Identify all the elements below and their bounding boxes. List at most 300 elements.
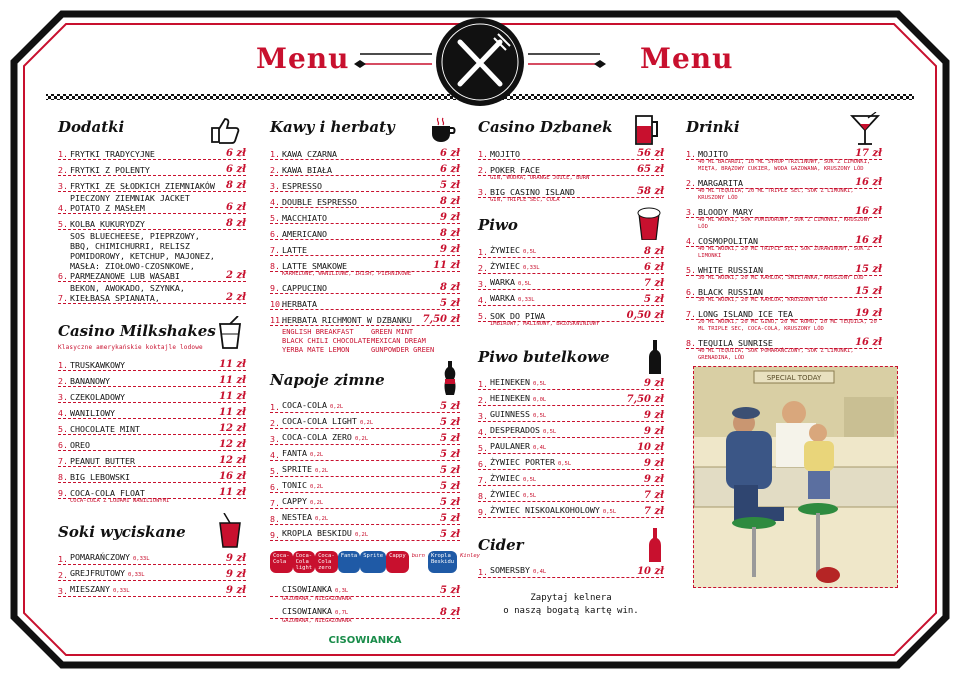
item-price: 11 zł: [219, 375, 246, 386]
item-number: 3.: [58, 392, 68, 402]
item-name-text: ŻYWIEC: [490, 473, 520, 483]
section-title: Drinki: [686, 118, 740, 136]
item-name-text: LATTE SMAKOWE: [282, 261, 347, 271]
menu-item: [270, 224, 460, 240]
section-title: Cider: [478, 536, 524, 554]
item-volume: 0,2L: [309, 500, 324, 506]
item-volume: 0,2L: [359, 420, 374, 426]
menu-item: [270, 160, 460, 176]
menu-item: [478, 274, 664, 290]
item-name-text: WARKA: [490, 277, 515, 287]
item-number: 3.: [58, 586, 68, 596]
tea-flavour: YERBA MATE LEMON: [282, 346, 350, 354]
item-number: 7.: [686, 309, 696, 319]
item-name-text: AMERICANO: [282, 229, 327, 239]
item-name: [70, 488, 215, 498]
item-number: 4.: [686, 236, 696, 246]
item-price: 8 zł: [226, 180, 246, 191]
item-description: GAZOWANA, NIEGAZOWANA: [282, 618, 352, 624]
item-name-text: ŻYWIEC PORTER: [490, 457, 555, 467]
menu-item: [270, 144, 460, 160]
item-name: [698, 149, 851, 159]
item-price: 5 zł: [440, 513, 460, 524]
item-name-text: FRYTKI Z POLENTY: [70, 165, 150, 175]
item-name: [490, 393, 623, 405]
item-name-text: COSMOPOLITAN: [698, 236, 758, 246]
cider-bottle-icon: [648, 528, 662, 562]
item-price: 5 zł: [440, 180, 460, 191]
item-name: [698, 178, 851, 188]
menu-item: [270, 310, 460, 326]
item-number: 1.: [270, 149, 280, 159]
item-price: 5 zł: [440, 585, 460, 596]
item-name-text: BLOODY MARY: [698, 207, 753, 217]
item-name: [282, 528, 436, 540]
item-price: 9 zł: [644, 426, 664, 437]
item-number: 1.: [58, 554, 68, 564]
fork-knife-crossed-icon: [434, 16, 526, 108]
item-name-text: OREO: [70, 440, 90, 450]
menu-item: [270, 294, 460, 310]
item-number: 9.: [478, 507, 488, 517]
item-name-text: HEINEKEN: [490, 377, 530, 387]
item-name-text: CZEKOLADOWY: [70, 392, 125, 402]
item-name-text: CISOWIANKA: [282, 606, 332, 616]
item-price: 11 zł: [219, 359, 246, 370]
item-price: 12 zł: [219, 439, 246, 450]
menu-item: [270, 256, 460, 272]
item-price: 8 zł: [226, 218, 246, 229]
piwo-list: [478, 242, 664, 328]
item-number: 4.: [270, 197, 280, 207]
item-number: 2.: [686, 178, 696, 188]
item-name: [282, 480, 436, 492]
item-name-text: MOJITO: [698, 149, 728, 159]
item-number: 3.: [686, 207, 696, 217]
item-description: 40 ML WÓDKI, 20 ML TRIPLE SEC, SOK ŻURAWINOWY, SOK Z LIMONKI: [698, 246, 871, 259]
item-name: [490, 565, 633, 577]
item-name: [698, 309, 851, 319]
menu-item: [58, 467, 246, 483]
item-price: 9 zł: [644, 474, 664, 485]
item-name: [70, 456, 215, 466]
item-price: 5 zł: [440, 449, 460, 460]
item-price: 11 zł: [219, 407, 246, 418]
item-price: 8 zł: [440, 607, 460, 618]
item-price: 6 zł: [440, 164, 460, 175]
item-description: 20 ML WÓDKI, 20 ML GINU, 20 ML RUMU, 20 ML TEQUILA, 20 ML TRIPLE SEC, COCA-COLA, KRUSZONY LÓD: [698, 319, 877, 332]
item-name-text: SOS BLUECHEESE, PIEPRZOWY, BBQ, CHIMICHURRI, RELISZ POMIDOROWY, KETCHUP, MAJONEZ,: [70, 231, 215, 261]
item-name-text: DOUBLE ESPRESSO: [282, 197, 357, 207]
item-number: 2.: [478, 395, 488, 405]
item-name-text: CAPPY: [282, 496, 307, 506]
menu-item: [478, 242, 664, 258]
item-number: 9.: [58, 488, 68, 498]
item-price: 6 zł: [226, 164, 246, 175]
item-name-text: LATTE: [282, 245, 307, 255]
item-number: 7.: [58, 456, 68, 466]
tea-flavour: GUNPOWDER GREEN: [371, 346, 435, 354]
item-name: [282, 149, 436, 159]
item-volume: 0,2L: [314, 468, 329, 474]
item-number: 1.: [686, 149, 696, 159]
item-volume: 0,5L: [522, 493, 537, 499]
item-number: 6.: [270, 482, 280, 492]
item-price: 16 zł: [855, 206, 882, 217]
item-number: 5.: [58, 219, 68, 229]
item-name-text: FANTA: [282, 448, 307, 458]
item-price: 5 zł: [440, 465, 460, 476]
item-price: 9 zł: [440, 212, 460, 223]
item-name: [490, 473, 640, 485]
item-description: GIN, TRIPLE SEC, COLA: [490, 197, 560, 203]
item-name: [698, 338, 851, 348]
beer-bottle-icon: [648, 340, 662, 374]
item-price: 5 zł: [440, 417, 460, 428]
menu-item: [270, 581, 460, 597]
napoje-list: [270, 397, 460, 541]
menu-item: [478, 438, 664, 454]
item-price: 5 zł: [644, 294, 664, 305]
menu-item: [58, 387, 246, 403]
item-number: 6.: [686, 287, 696, 297]
item-price: 15 zł: [855, 286, 882, 297]
item-name-text: CAPPUCINO: [282, 283, 327, 293]
item-number: 1.: [478, 379, 488, 389]
item-description: 30 ML WÓDKI, 20 ML KAHLUA, KRUSZONY LÓD: [698, 297, 828, 303]
item-name: [70, 193, 222, 213]
item-number: 1.: [478, 567, 488, 577]
menu-item: [270, 278, 460, 294]
menu-item: [58, 176, 246, 192]
menu-item: [478, 290, 664, 306]
item-volume: 0,5L: [557, 461, 572, 467]
item-name-text: COCA-COLA FLOAT: [70, 488, 145, 498]
item-number: 6.: [478, 459, 488, 469]
item-price: 8 zł: [440, 196, 460, 207]
column-drinki: [686, 116, 882, 362]
menu-item: [478, 160, 664, 176]
brand-logo: Sprite: [360, 551, 386, 573]
item-name: [490, 245, 640, 257]
item-price: 8 zł: [440, 228, 460, 239]
item-name: [70, 472, 215, 482]
item-volume: 0,33L: [517, 297, 535, 303]
section-cider: [478, 534, 664, 618]
item-number: 2.: [478, 263, 488, 273]
item-name: [282, 432, 436, 444]
item-volume: 0,33L: [522, 265, 540, 271]
menu-item: [270, 240, 460, 256]
item-name-text: PIECZONY ZIEMNIAK JACKET POTATO Z MASŁEM: [70, 193, 190, 213]
item-name: [282, 448, 436, 460]
item-name: [70, 568, 222, 580]
item-number: 2.: [58, 570, 68, 580]
item-price: 6 zł: [226, 148, 246, 159]
menu-item: [270, 176, 460, 192]
item-number: 3.: [478, 279, 488, 289]
item-volume: 0,2L: [309, 452, 324, 458]
item-volume: 0,2L: [329, 404, 344, 410]
coffee-cup-icon: [428, 116, 458, 144]
beer-glass-icon: [636, 206, 662, 240]
item-name: [490, 187, 633, 197]
coke-bottle-icon: [442, 361, 458, 395]
menu-item: [478, 502, 664, 518]
item-volume: 0,5L: [532, 381, 547, 387]
item-number: 3.: [478, 411, 488, 421]
menu-item: [270, 603, 460, 619]
item-name-text: BANANOWY: [70, 376, 110, 386]
item-price: 16 zł: [855, 177, 882, 188]
item-price: 56 zł: [637, 148, 664, 159]
item-number: 8.: [270, 261, 280, 271]
menu-item: [686, 144, 882, 160]
column-dzbanek: [478, 116, 664, 618]
item-number: 7.: [58, 293, 68, 303]
menu-item: [58, 435, 246, 451]
item-number: 8.: [58, 472, 68, 482]
menu-title-left: Menu: [256, 42, 350, 75]
item-name-text: ŻYWIEC: [490, 261, 520, 271]
item-description: GAZOWANA, NIEGAZOWANA: [282, 596, 352, 602]
item-name: [70, 231, 222, 281]
item-name-text: FRYTKI TRADYCYJNE: [70, 149, 155, 159]
menu-item: [270, 192, 460, 208]
item-price: 9 zł: [226, 553, 246, 564]
item-number: 1.: [270, 402, 280, 412]
menu-item: [686, 333, 882, 349]
item-name: [490, 377, 640, 389]
item-name: [698, 236, 851, 246]
item-volume: 0,2L: [309, 484, 324, 490]
brand-logo: Coca-Cola zero: [315, 551, 338, 573]
item-price: 15 zł: [855, 264, 882, 275]
item-number: 1.: [478, 149, 488, 159]
item-name: [282, 261, 429, 271]
item-name: [282, 245, 436, 255]
menu-item: [478, 374, 664, 390]
menu-item: [270, 208, 460, 224]
item-price: 5 zł: [440, 298, 460, 309]
item-description: 40 ML WÓDKI, SOK POMIDOROWY, SOK Z LIMONKI, KRUSZONY LÓD: [698, 217, 871, 230]
item-number: 8.: [686, 338, 696, 348]
item-name: [70, 181, 222, 191]
item-name: [70, 219, 222, 229]
column-dodatki: [58, 116, 246, 597]
item-name-text: TRUSKAWKOWY: [70, 360, 125, 370]
item-name: [490, 409, 640, 421]
item-price: 10 zł: [637, 442, 664, 453]
item-volume: 0,5L: [522, 477, 537, 483]
item-description: KARMELOWE, WANILIOWE, IRISH, PIERNIKOWE: [282, 271, 412, 277]
menu-item: [58, 144, 246, 160]
item-name: [282, 181, 436, 191]
item-name: [70, 283, 222, 303]
item-name-text: COCA-COLA: [282, 400, 327, 410]
item-name-text: MIESZANY: [70, 584, 110, 594]
item-price: 7,50 zł: [422, 314, 460, 325]
item-name-text: CHOCOLATE MINT: [70, 424, 140, 434]
menu-item: [58, 549, 246, 565]
menu-item: [270, 477, 460, 493]
item-name-text: MARGARITA: [698, 178, 743, 188]
menu-item: [270, 509, 460, 525]
item-name-text: GREJFRUTOWY: [70, 568, 125, 578]
item-number: 4.: [478, 295, 488, 305]
pitcher-icon: [632, 114, 662, 146]
item-price: 9 zł: [226, 585, 246, 596]
item-volume: 0,5L: [602, 509, 617, 515]
item-number: 5.: [686, 265, 696, 275]
item-name-text: SOK DO PIWA: [490, 311, 545, 321]
item-name: [490, 425, 640, 437]
item-name: [282, 165, 436, 175]
menu-item: [58, 282, 246, 304]
item-price: 10 zł: [637, 566, 664, 577]
item-name: [282, 299, 436, 309]
item-volume: 0,33L: [132, 556, 150, 562]
diner-illustration: [693, 366, 898, 588]
soft-drink-logos: [270, 551, 480, 573]
item-number: 1.: [58, 360, 68, 370]
item-extra: MASŁA: ZIOŁOWO-CZOSNKOWE, PARMEZANOWE LUB WASABI: [70, 261, 195, 281]
menu-item: [58, 230, 246, 282]
section-dzbanek: [478, 116, 664, 204]
item-number: 2.: [478, 165, 488, 175]
item-name: [282, 606, 436, 618]
item-number: 6.: [58, 440, 68, 450]
brand-logo: Cappy: [386, 551, 409, 573]
item-price: 16 zł: [855, 235, 882, 246]
item-price: 9 zł: [644, 378, 664, 389]
cocktail-glass-icon: [850, 112, 880, 146]
item-number: 1.: [478, 247, 488, 257]
item-price: 11 zł: [219, 391, 246, 402]
section-milkshakes: [58, 320, 246, 505]
item-name-text: KAWA BIAŁA: [282, 165, 332, 175]
brand-logo: Kropla Beskidu: [428, 551, 457, 573]
cider-list: [478, 562, 664, 578]
item-number: 5.: [58, 424, 68, 434]
item-volume: 0,5L: [542, 429, 557, 435]
item-name-text: NESTEA: [282, 512, 312, 522]
item-number: 4.: [58, 408, 68, 418]
item-price: 7 zł: [644, 490, 664, 501]
item-price: 6 zł: [644, 262, 664, 273]
item-price: 7 zł: [644, 506, 664, 517]
item-price: 2 zł: [226, 292, 246, 303]
item-name: [490, 277, 640, 289]
menu-item: [58, 451, 246, 467]
item-name-text: ŻYWIEC: [490, 245, 520, 255]
section-title: Casino Dzbanek: [478, 118, 613, 136]
item-name: [70, 408, 215, 418]
item-volume: 0,5L: [532, 413, 547, 419]
item-price: 0,50 zł: [626, 310, 664, 321]
item-name: [70, 360, 215, 370]
item-name-text: BLACK RUSSIAN: [698, 287, 763, 297]
kawy-list: [270, 144, 460, 326]
cisowianka-logo: CISOWIANKA: [328, 635, 402, 646]
item-number: 6.: [270, 229, 280, 239]
item-name: [490, 457, 640, 469]
menu-item: [478, 454, 664, 470]
item-number: 9.: [270, 530, 280, 540]
item-price: 7,50 zł: [626, 394, 664, 405]
item-price: 12 zł: [219, 455, 246, 466]
item-name: [70, 552, 222, 564]
item-volume: 0,5L: [522, 249, 537, 255]
item-name-text: HERBATA: [282, 299, 317, 309]
item-number: 4.: [270, 450, 280, 460]
wine-note-line-2: o naszą bogatą kartę win.: [503, 606, 639, 616]
item-number: 3.: [58, 181, 68, 191]
item-description: COCA-COLA Z LODAMI WANILIOWYMI: [70, 498, 170, 504]
item-volume: 0,33L: [127, 572, 145, 578]
item-price: 6 zł: [440, 148, 460, 159]
item-price: 11 zł: [219, 487, 246, 498]
menu-item: [270, 461, 460, 477]
item-price: 6 zł: [226, 202, 246, 213]
menu-item: [270, 525, 460, 541]
item-number: 5.: [270, 213, 280, 223]
item-price: 9 zł: [440, 244, 460, 255]
item-name: [282, 400, 436, 412]
item-price: 9 zł: [226, 569, 246, 580]
menu-item: [58, 419, 246, 435]
item-number: 7.: [270, 245, 280, 255]
item-number: 5.: [478, 443, 488, 453]
item-name: [490, 293, 640, 305]
menu-item: [478, 562, 664, 578]
juice-glass-icon: [216, 513, 244, 549]
item-name-text: POMARAŃCZOWY: [70, 552, 130, 562]
menu-item: [58, 403, 246, 419]
wine-note-line-1: Zapytaj kelnera: [530, 593, 612, 603]
section-subtitle: Klasyczne amerykańskie koktajle lodowe: [58, 344, 203, 351]
item-name: [282, 496, 436, 508]
item-price: 16 zł: [219, 471, 246, 482]
item-price: 5 zł: [440, 433, 460, 444]
item-volume: 0,33L: [112, 588, 130, 594]
tea-flavour: ENGLISH BREAKFAST: [282, 328, 354, 336]
brand-logo: Coca-Cola: [270, 551, 293, 573]
section-piwo: [478, 214, 664, 328]
water-list: [270, 581, 460, 625]
menu-item: [58, 214, 246, 230]
item-number: 2.: [58, 165, 68, 175]
item-number: 5.: [478, 311, 488, 321]
picture-sign: SPECIAL TODAY: [766, 374, 822, 382]
menu-item: [478, 422, 664, 438]
item-number: 7.: [478, 475, 488, 485]
item-number: 3.: [478, 187, 488, 197]
item-price: 5 zł: [440, 497, 460, 508]
item-name: [490, 149, 633, 159]
item-volume: 0,2L: [354, 436, 369, 442]
item-number: 2.: [270, 418, 280, 428]
item-price: 7 zł: [644, 278, 664, 289]
item-name-text: SOMERSBY: [490, 565, 530, 575]
section-butelkowe: [478, 346, 664, 518]
item-name-text: CISOWIANKA: [282, 584, 332, 594]
item-price: 8 zł: [440, 282, 460, 293]
menu-item: [686, 202, 882, 218]
item-name: [282, 512, 436, 524]
item-name: [282, 197, 436, 207]
item-price: 9 zł: [644, 458, 664, 469]
